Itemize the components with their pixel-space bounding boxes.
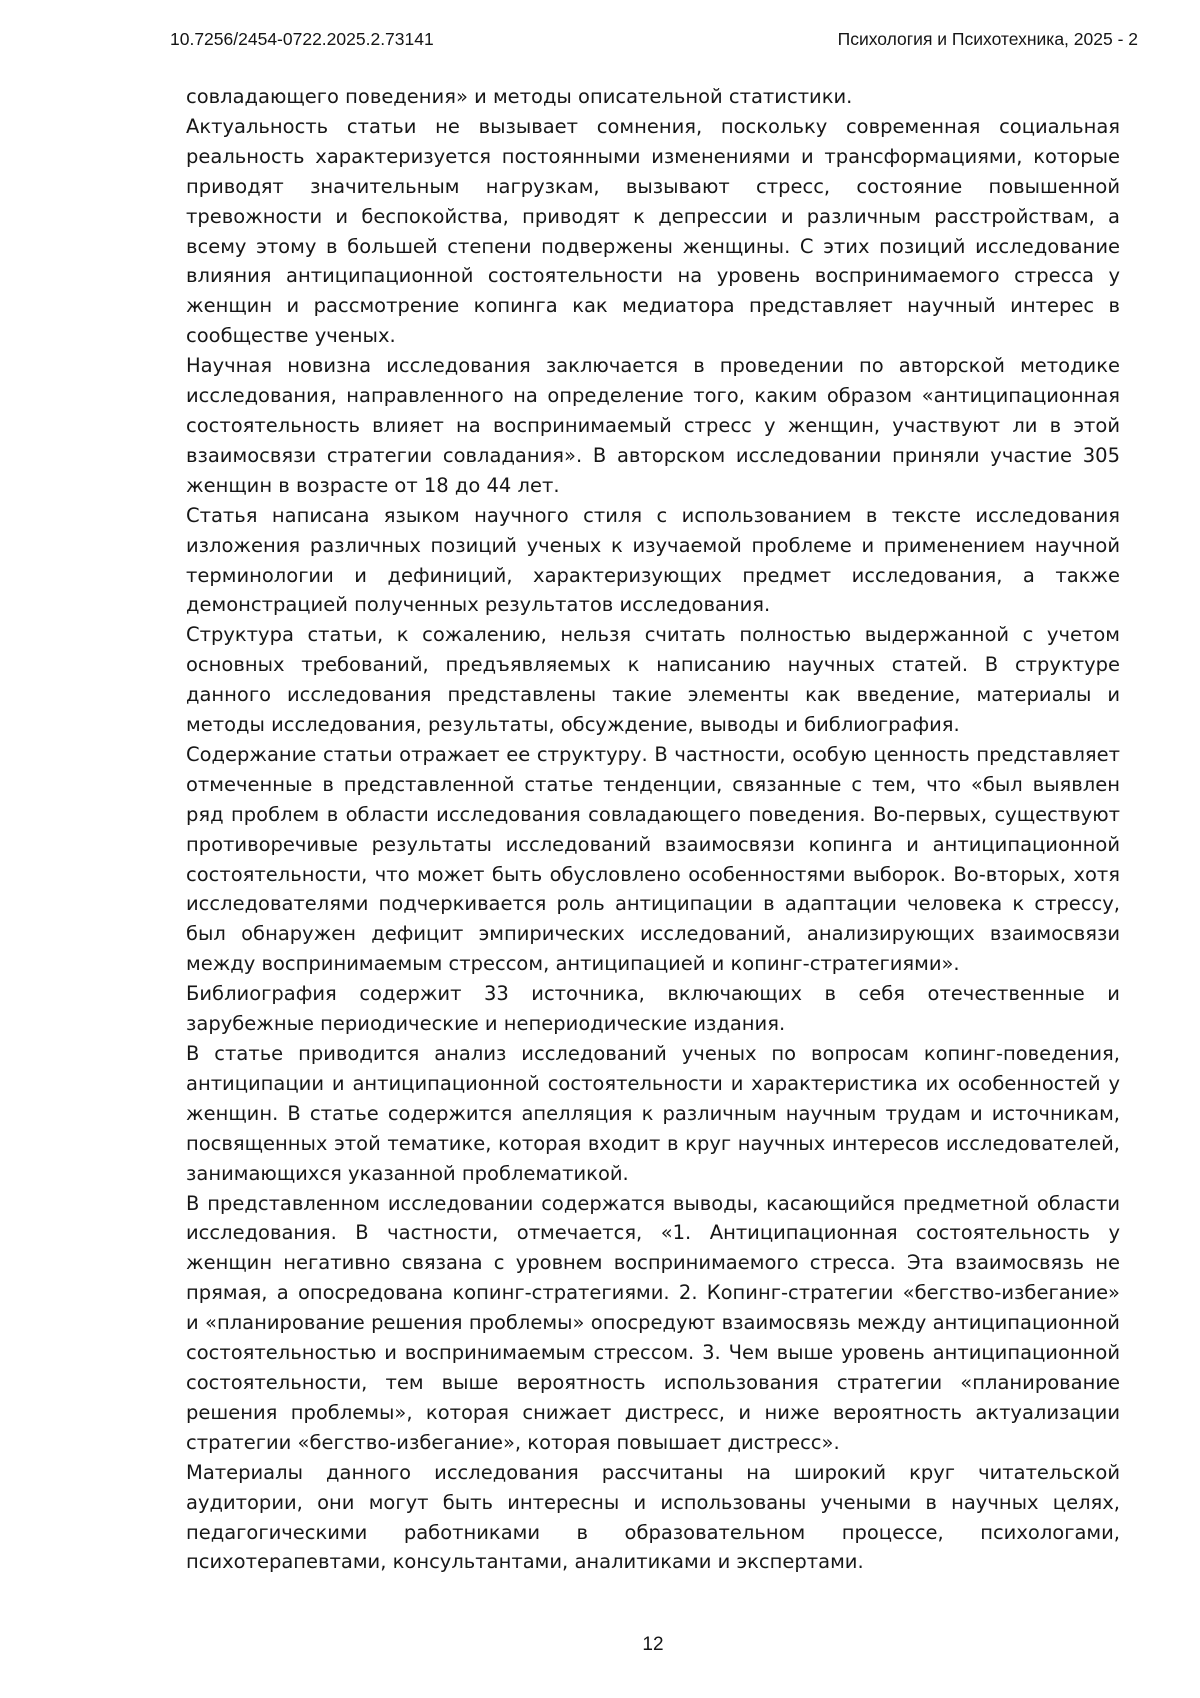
article-body [186,82,1120,1577]
journal-title: Психология и Психотехника, 2025 - 2 [837,29,1138,49]
page-footer [186,1634,1120,1656]
body-paragraph: В статье приводится анализ исследований ученых по вопросам копинг-поведения, антиципации и антиципационной состоятельности и характеристика их особенностей у женщин. В статье содержится апелляция к различным научным трудам и источникам, посвященных этой тематике, которая входит в круг научных интересов исследователей, занимающихся указанной проблематикой. [186,1042,1120,1185]
body-paragraph: Материалы данного исследования рассчитаны на широкий круг читательской аудитории, они могут быть интересны и использованы учеными в научных целях, педагогическими работниками в образовательном процессе, психологами, психотерапевтами, консультантами, аналитиками и экспертами. [186,1460,1120,1574]
doi-number: 10.7256/2454-0722.2025.2.73141 [170,29,434,49]
body-paragraph: Статья написана языком научного стиля с использованием в тексте исследования изложения различных позиций ученых к изучаемой проблеме и применением научной терминологии и дефиниций, характеризующих предмет исследования, а также демонстрацией полученных результатов исследования. [186,503,1120,617]
body-paragraph: Структура статьи, к сожалению, нельзя считать полностью выдержанной с учетом основных требований, предъявляемых к написанию научных статей. В структуре данного исследования представлены такие элементы как введение, материалы и методы исследования, результаты, обсуждение, выводы и библиография. [186,623,1120,737]
body-paragraph: Библиография содержит 33 источника, включающих в себя отечественные и зарубежные периодические и непериодические издания. [186,982,1120,1036]
body-paragraph: В представленном исследовании содержатся выводы, касающийся предметной области исследования. В частности, отмечается, «1. Антиципационная состоятельность у женщин негативно связана с уровнем воспринимаемого стресса. Эта взаимосвязь не прямая, а опосредована копинг-стратегиями. 2. Копинг-стратегии «бегство-избегание» и «планирование решения проблемы» опосредуют взаимосвязь между антиципационной состоятельностью и воспринимаемым стрессом. 3. Чем выше уровень антиципационной состоятельности, тем выше вероятность использования стратегии «планирование решения проблемы», которая снижает дистресс, и ниже вероятность актуализации стратегии «бегство-избегание», которая повышает дистресс». [186,1191,1120,1454]
running-header [170,29,1138,50]
page-number: 12 [642,1634,664,1655]
body-paragraph: Содержание статьи отражает ее структуру. В частности, особую ценность представляет отмеченные в представленной статье тенденции, связанные с тем, что «был выявлен ряд проблем в области исследования совладающего поведения. Во-первых, существуют противоречивые результаты исследований взаимосвязи копинга и антиципационной состоятельности, что может быть обусловлено особенностями выборок. Во-вторых, хотя исследователями подчеркивается роль антиципации в адаптации человека к стрессу, был обнаружен дефицит эмпирических исследований, анализирующих взаимосвязи между воспринимаемым стрессом, антиципацией и копинг-стратегиями». [186,742,1120,976]
body-paragraph: совладающего поведения» и методы описательной статистики. [186,85,853,108]
body-paragraph: Актуальность статьи не вызывает сомнения, поскольку современная социальная реальность характеризуется постоянными изменениями и трансформациями, которые приводят значительным нагрузкам, вызывают стресс, состояние повышенной тревожности и беспокойства, приводят к депрессии и различным расстройствам, а всему этому в большей степени подвержены женщины. С этих позиций исследование влияния антиципационной состоятельности на уровень воспринимаемого стресса у женщин и рассмотрение копинга как медиатора представляет научный интерес в сообществе ученых. [186,114,1120,348]
body-paragraph: Научная новизна исследования заключается в проведении по авторской методике исследования, направленного на определение того, каким образом «антиципационная состоятельность влияет на воспринимаемый стресс у женщин, участвуют ли в этой взаимосвязи стратегии совладания». В авторском исследовании приняли участие 305 женщин в возрасте от 18 до 44 лет. [186,354,1120,497]
